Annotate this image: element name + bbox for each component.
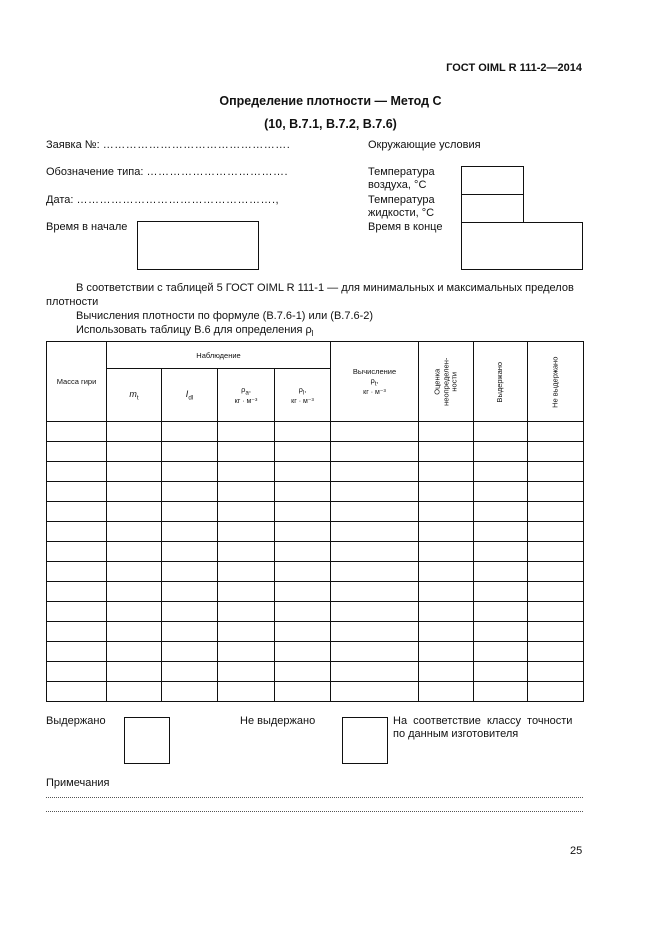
table-cell[interactable] [218,442,275,462]
table-cell[interactable] [275,442,331,462]
col-pass-header [474,342,528,422]
table-cell[interactable] [162,562,218,582]
table-cell[interactable] [218,562,275,582]
table-cell[interactable] [275,522,331,542]
table-cell[interactable] [162,522,218,542]
table-cell[interactable] [275,542,331,562]
table-cell[interactable] [162,662,218,682]
table-cell[interactable] [528,442,584,462]
table-cell[interactable] [107,662,162,682]
table-cell[interactable] [47,642,107,662]
conformity-text [393,715,583,741]
pass-checkbox[interactable] [124,717,170,764]
table-cell[interactable] [331,422,419,442]
table-cell[interactable] [47,502,107,522]
table-cell[interactable] [162,622,218,642]
table-row [47,582,584,602]
page-number: 25 [570,845,583,857]
table-cell[interactable] [419,442,474,462]
pass-vertical: Выдержано [495,361,505,403]
table-body [47,422,584,702]
table-cell[interactable] [331,562,419,582]
table-cell[interactable] [218,502,275,522]
table-cell[interactable] [331,682,419,702]
table-row [47,442,584,462]
date-field[interactable] [46,194,279,207]
liquid-temp-label-line2: жидкости, °С [368,207,435,219]
page-subtitle: (10, В.7.1, В.7.2, В.7.6) [264,117,397,131]
table-cell[interactable] [419,662,474,682]
table-cell[interactable] [162,602,218,622]
table-cell[interactable] [47,542,107,562]
table-cell[interactable] [528,562,584,582]
uncert-vertical: Оценка неопределен- ности [432,357,459,406]
table-cell[interactable] [331,642,419,662]
end-time-box[interactable] [461,222,583,270]
table-cell[interactable] [218,522,275,542]
table-cell[interactable] [331,522,419,542]
conformity-line-1: На соответствие классу точности [393,715,573,727]
table-cell[interactable] [331,622,419,642]
date-label: Дата: [46,194,74,206]
request-label: Заявка №: [46,139,100,151]
liquid-temp-label [368,194,435,220]
table-cell[interactable] [47,582,107,602]
table-cell[interactable] [275,422,331,442]
density-table [46,341,584,702]
table-cell[interactable] [528,582,584,602]
table-cell[interactable] [474,442,528,462]
col-tdl-header: $I_{dl}$ [162,369,218,422]
calc-unit: кг · м⁻³ [363,388,386,396]
type-field[interactable] [46,166,288,179]
air-temp-label [368,166,435,192]
calc-symbol: ρ [370,376,375,386]
table-cell[interactable] [419,642,474,662]
table-cell[interactable] [107,522,162,542]
calc-label: Вычисление [352,367,397,377]
table-cell[interactable] [331,482,419,502]
table-cell[interactable] [331,582,419,602]
table-cell[interactable] [275,562,331,582]
table-cell[interactable] [528,542,584,562]
page-title: Определение плотности — Метод С [219,94,442,108]
table-cell[interactable] [107,462,162,482]
table-row [47,502,584,522]
table-cell[interactable] [107,642,162,662]
col-fail-header [528,342,584,422]
table-cell[interactable] [474,422,528,442]
table-cell[interactable] [47,422,107,442]
date-dots: ……………………………………………., [76,194,280,206]
table-cell[interactable] [528,642,584,662]
instruction-line-3 [46,323,586,341]
table-cell[interactable] [419,602,474,622]
pass-label: Выдержано [46,715,106,727]
table-cell[interactable] [107,442,162,462]
table-cell[interactable] [47,442,107,462]
table-cell[interactable] [474,582,528,602]
table-cell[interactable] [275,582,331,602]
calc-sub: t [374,380,377,388]
table-cell[interactable] [218,422,275,442]
table-cell[interactable] [419,622,474,642]
fail-vertical: Не выдержано [550,356,560,408]
table-cell[interactable] [162,442,218,462]
table-row [47,682,584,702]
table-cell[interactable] [218,682,275,702]
fail-checkbox[interactable] [342,717,388,764]
table-cell[interactable] [419,482,474,502]
table-cell[interactable] [218,542,275,562]
table-cell[interactable] [474,522,528,542]
table-cell[interactable] [528,682,584,702]
col-observation-header: Наблюдение [107,342,331,369]
table-cell[interactable] [47,562,107,582]
liquid-temp-label-line1: Температура [368,194,435,206]
table-row [47,482,584,502]
table-cell[interactable] [528,662,584,682]
col-calc-header: Вычисление $\rho_t$, кг · м⁻³ [331,342,419,422]
table-cell[interactable] [474,502,528,522]
table-cell[interactable] [419,682,474,702]
table-cell[interactable] [162,542,218,562]
table-cell[interactable] [419,542,474,562]
table-cell[interactable] [218,462,275,482]
table-cell[interactable] [528,422,584,442]
table-row [47,602,584,622]
table-cell[interactable] [419,562,474,582]
table-cell[interactable] [331,442,419,462]
table-cell[interactable] [107,602,162,622]
table-cell[interactable] [331,502,419,522]
table-row [47,542,584,562]
table-cell[interactable] [528,502,584,522]
table-cell[interactable] [107,542,162,562]
table-cell[interactable] [474,662,528,682]
request-dots: …………………………………………. [102,139,291,151]
table-cell[interactable] [218,602,275,622]
table-cell[interactable] [107,582,162,602]
table-cell[interactable] [474,682,528,702]
table-cell[interactable] [107,482,162,502]
table-cell[interactable] [218,482,275,502]
table-cell[interactable] [162,502,218,522]
table-cell[interactable] [331,662,419,682]
table-cell[interactable] [275,642,331,662]
table-cell[interactable] [162,462,218,482]
table-cell[interactable] [275,502,331,522]
air-temp-label-line1: Температура [368,166,435,178]
table-cell[interactable] [107,622,162,642]
table-cell[interactable] [419,522,474,542]
liquid-temp-box[interactable] [461,194,524,223]
col-rho-l-header: $\rho_l$, кг · м⁻³ [275,369,331,422]
type-label: Обозначение типа: [46,166,144,178]
table-cell[interactable] [218,662,275,682]
fail-label: Не выдержано [240,715,316,727]
table-cell[interactable] [275,462,331,482]
table-row [47,422,584,442]
table-cell[interactable] [162,422,218,442]
table-cell[interactable] [474,562,528,582]
instruction-line-1b: плотности [46,296,99,308]
table-cell[interactable] [474,462,528,482]
table-cell[interactable] [47,662,107,682]
table-cell[interactable] [419,582,474,602]
table-cell[interactable] [474,602,528,622]
instructions [46,281,586,341]
table-cell[interactable] [47,462,107,482]
table-cell[interactable] [47,682,107,702]
table-cell[interactable] [218,642,275,662]
instruction-line-1: В соответствии с таблицей 5 ГОСТ OIML R 111-1 — для минимальных и максимальных пределов [76,282,574,294]
table-cell[interactable] [275,482,331,502]
table-cell[interactable] [419,502,474,522]
table-cell[interactable] [528,462,584,482]
table-cell[interactable] [474,482,528,502]
table-cell[interactable] [331,542,419,562]
table-cell[interactable] [474,622,528,642]
table-cell[interactable] [474,542,528,562]
start-time-box[interactable] [137,221,259,270]
air-temp-box[interactable] [461,166,524,195]
table-cell[interactable] [47,622,107,642]
table-cell[interactable] [107,562,162,582]
table-cell[interactable] [528,482,584,502]
table-cell[interactable] [275,682,331,702]
table-row [47,622,584,642]
table-cell[interactable] [162,582,218,602]
table-cell[interactable] [331,462,419,482]
table-cell[interactable] [218,582,275,602]
start-time-label: Время в начале [46,221,128,233]
col-uncert-header [419,342,474,422]
col-mass-header: Масса гири [47,342,107,422]
table-cell[interactable] [275,602,331,622]
table-cell[interactable] [162,682,218,702]
type-dots: ………………………………. [146,166,289,178]
notes-line-2[interactable] [46,811,583,812]
table-cell[interactable] [419,462,474,482]
table-row [47,462,584,482]
instruction-line-2: Вычисления плотности по формуле (В.7.6-1) или (В.7.6-2) [76,310,374,322]
col-rho-a-header: $\rho_a$, кг · м⁻³ [218,369,275,422]
ambient-label: Окружающие условия [368,139,481,151]
table-cell[interactable] [528,622,584,642]
table-cell[interactable] [47,522,107,542]
table-row [47,662,584,682]
notes-line-1[interactable] [46,797,583,798]
table-cell[interactable] [162,642,218,662]
table-row [47,562,584,582]
request-field[interactable] [46,139,290,152]
table-cell[interactable] [107,502,162,522]
table-cell[interactable] [162,482,218,502]
table-cell[interactable] [47,482,107,502]
standard-header: ГОСТ OIML R 111-2—2014 [446,62,582,74]
table-cell[interactable] [275,662,331,682]
table-cell[interactable] [419,422,474,442]
end-time-label: Время в конце [368,221,443,233]
table-cell[interactable] [107,422,162,442]
notes-label: Примечания [46,777,110,789]
instruction-line-3-sub: l [311,329,314,339]
table-cell[interactable] [474,642,528,662]
table-row [47,522,584,542]
table-cell[interactable] [528,602,584,622]
table-cell[interactable] [107,682,162,702]
instruction-line-3-text: Использовать таблицу В.6 для определения ρ [76,324,312,336]
col-mt-header: $m_t$ [107,369,162,422]
table-cell[interactable] [47,602,107,622]
table-row [47,642,584,662]
air-temp-label-line2: воздуха, °С [368,179,427,191]
table-cell[interactable] [275,622,331,642]
table-cell[interactable] [528,522,584,542]
table-cell[interactable] [218,622,275,642]
conformity-line-2: по данным изготовителя [393,728,519,740]
table-cell[interactable] [331,602,419,622]
